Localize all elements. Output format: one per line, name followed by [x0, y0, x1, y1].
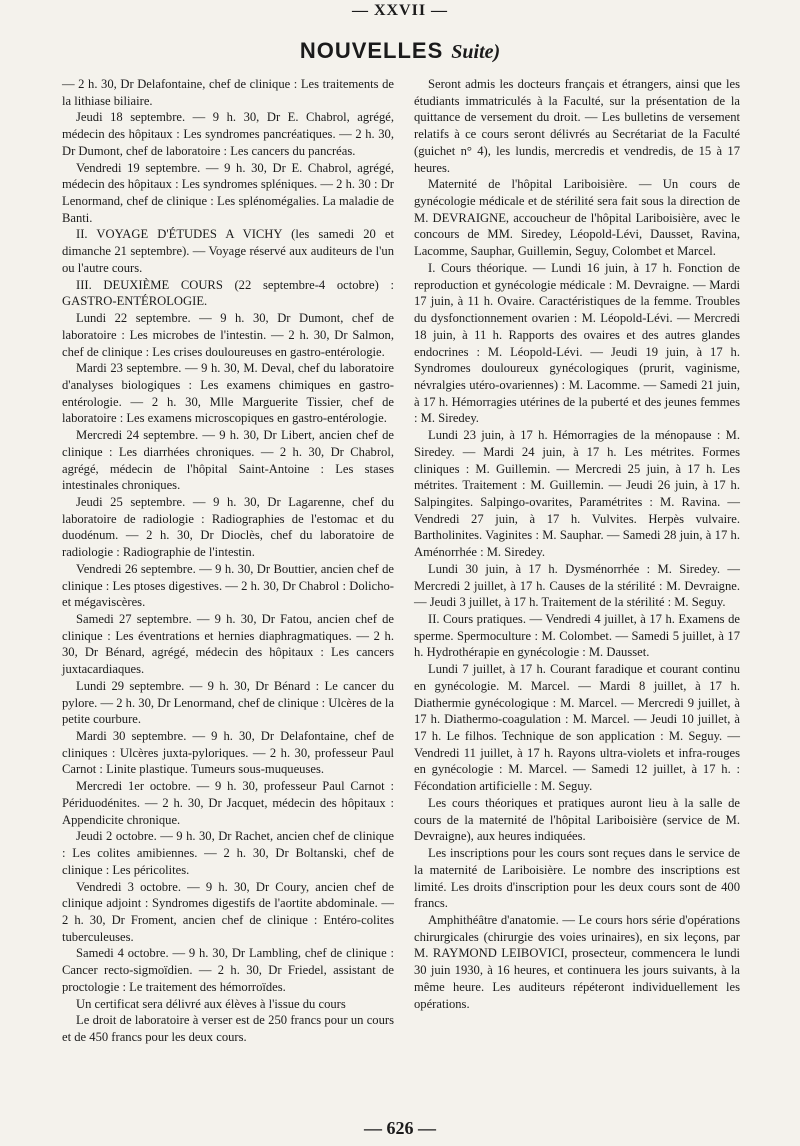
paragraph: Jeudi 25 septembre. — 9 h. 30, Dr Lagarenne, chef du laboratoire de radiologie : Radiographies de l'estomac et du duodénum. — 2 h. 30, Dr Dioclès, chef du laboratoire de radiologie : Radiographie de l'intestin.: [62, 494, 394, 560]
title-suite: Suite): [451, 41, 501, 63]
paragraph: II. Cours pratiques. — Vendredi 4 juillet, à 17 h. Examens de sperme. Spermoculture : M. Colombet. — Samedi 5 juillet, à 17 h. Hydrothérapie en gynécologie : M. Dausset.: [414, 612, 740, 660]
paragraph: Seront admis les docteurs français et étrangers, ainsi que les étudiants immatriculés à la Faculté, sur la présentation de la quittance de versement du droit. — Les bulletins de versement relatifs à ce cours seront délivrés au Secrétariat de la Faculté (guichet n° 4), les lundis, mercredis et vendredis, de 15 à 17 heures.: [414, 77, 740, 175]
paragraph: Vendredi 26 septembre. — 9 h. 30, Dr Bouttier, ancien chef de clinique : Les ptoses digestives. — 2 h. 30, Dr Chabrol : Dolicho- et mégaviscères.: [62, 561, 394, 610]
paragraph: Vendredi 19 septembre. — 9 h. 30, Dr E. Chabrol, agrégé, médecin des hôpitaux : Les syndromes spléniques. — 2 h. 30 : Dr Lenormand, chef de clinique : Les splénomégalies. La maladie de Banti.: [62, 160, 394, 225]
paragraph: Vendredi 3 octobre. — 9 h. 30, Dr Coury, ancien chef de clinique adjoint : Syndromes digestifs de l'aortite abdominale. — 2 h. 30, Dr Froment, ancien chef de clinique : Entéro-colites tuberculeuses.: [62, 879, 394, 944]
paragraph: Un certificat sera délivré aux élèves à l'issue du cours: [76, 996, 346, 1011]
paragraph: I. Cours théorique. — Lundi 16 juin, à 17 h. Fonction de reproduction et gynécologie médicale : M. Devraigne. — Mardi 17 juin, à 11 h. Ovaire. Caractéristiques de la femme. Troubles du dysfonctionnement ovarien : M. Léopold-Lévi. — Mercredi 18 juin, à 11 h. Rapports des ovaires et des autres glandes endocrines : M. Léopold-Lévi. — Jeudi 19 juin, à 17 h. Syndromes douloureux gynécologiques (prurit, vaginisme, névralgies utéro-ovariennes) : M. Lacomme. — Samedi 21 juin, à 17 h. Hémorragies utérines de la puberté et des jeunes femmes : M. Siredey.: [414, 260, 740, 426]
paragraph: Lundi 30 juin, à 17 h. Dysménorrhée : M. Siredey. — Mercredi 2 juillet, à 17 h. Causes de la stérilité : M. Devraigne. — Jeudi 3 juillet, à 17 h. Traitement de la stérilité : M. Seguy.: [414, 561, 740, 610]
paragraph: Lundi 23 juin, à 17 h. Hémorragies de la ménopause : M. Siredey. — Mardi 24 juin, à 17 h. Les métrites. Formes cliniques : M. Guillemin. — Mercredi 25 juin, à 17 h. Les métrites. Traitement : M. Guillemin. — Jeudi 26 juin, à 17 h. Salpingites. Salpingo-ovarites, Paramétrites : M. Ravina. — Vendredi 27 juin, à 17 h. Vulvites. Herpès vulvaire. Bartholinites. Vaginites : M. Sauphar. — Samedi 28 juin, à 17 h. Aménorrhée : M. Siredey.: [414, 428, 740, 560]
paragraph: Les inscriptions pour les cours sont reçues dans le service de la maternité de Lariboisière. Le nombre des inscriptions est limité. Les droits d'inscription pour les deux cours sont de 400 francs.: [414, 846, 740, 911]
paragraph: Les cours théoriques et pratiques auront lieu à la salle de cours de la maternité de l'hôpital Lariboisière (service de M. Devraigne), aux heures indiquées.: [414, 795, 740, 844]
paragraph: II. VOYAGE D'ÉTUDES A VICHY (les samedi 20 et dimanche 21 septembre). — Voyage réservé aux auditeurs de l'un ou l'autre cours.: [62, 227, 394, 275]
paragraph: Jeudi 18 septembre. — 9 h. 30, Dr E. Chabrol, agrégé, médecin des hôpitaux : Les syndromes pancréatiques. — 2 h. 30, Dr Dumont, chef de laboratoire : Les cancers du pancréas.: [62, 110, 394, 158]
section-numeral: — XXVII —: [351, 2, 449, 19]
paragraph: Le droit de laboratoire à verser est de 250 francs pour un cours et de 450 francs pour les deux cours.: [62, 1013, 394, 1044]
paragraph: Mercredi 24 septembre. — 9 h. 30, Dr Libert, ancien chef de clinique : Les diarrhées chroniques. — 2 h. 30, Dr Chabrol, agrégé, médecin de l'hôpital Saint-Antoine : Les stases intestinales chroniques.: [62, 428, 394, 493]
right-column: [414, 76, 740, 1012]
paragraph: Samedi 4 octobre. — 9 h. 30, Dr Lambling, chef de clinique : Cancer recto-sigmoïdien. — 2 h. 30, Dr Friedel, assistant de proctologie : Le traitement des hémorroïdes.: [62, 946, 394, 994]
page-title: [0, 38, 800, 67]
paragraph: — 2 h. 30, Dr Delafontaine, chef de clinique : Les traitements de la lithiase biliaire.: [62, 77, 394, 108]
paragraph: Maternité de l'hôpital Lariboisière. — Un cours de gynécologie médicale et de stérilité sera fait sous la direction de M. DEVRAIGNE, accoucheur de l'hôpital Lariboisière, avec le concours de MM. Siredey, Léopold-Lévi, Dausset, Ravina, Lacomme, Sauphar, Guillemin, Seguy, Colombet et Marcel.: [414, 177, 740, 259]
paragraph: Mardi 30 septembre. — 9 h. 30, Dr Delafontaine, chef de cliniques : Ulcères juxta-pyloriques. — 2 h. 30, professeur Paul Carnot : Linite plastique. Tumeurs sous-muqueuses.: [62, 729, 394, 777]
paragraph: Lundi 22 septembre. — 9 h. 30, Dr Dumont, chef de laboratoire : Les microbes de l'intestin. — 2 h. 30, Dr Salmon, chef de clinique : Les crises douloureuses en gastro-entérologie.: [62, 311, 394, 359]
paragraph: Lundi 7 juillet, à 17 h. Courant faradique et courant continu en gynécologie. M. Marcel. — Mardi 8 juillet, à 17 h. Diathermie gynécologique : M. Marcel. — Mercredi 9 juillet, à 17 h. Diathermo-coagulation : M. Marcel. — Jeudi 10 juillet, à 17 h. Le filhos. Technique de son application : M. Seguy. — Vendredi 11 juillet, à 17 h. Rayons ultra-violets et infra-rouges en gynécologie : M. Marcel. — Samedi 12 juillet, à 17 h. : Fécondation artificielle : M. Seguy.: [414, 662, 740, 794]
paragraph: Samedi 27 septembre. — 9 h. 30, Dr Fatou, ancien chef de clinique : Les éventrations et hernies diaphragmatiques. — 2 h. 30, Dr Bénard, agrégé, médecin des hôpitaux : Les cancers juxtacardiaques.: [62, 612, 394, 677]
paragraph: Mardi 23 septembre. — 9 h. 30, M. Deval, chef du laboratoire d'analyses biologiques : Les examens chimiques en gastro-entérologie. — 2 h. 30, Mlle Marguerite Tissier, chef de laboratoire : Les examens microscopiques en gastro-entérologie.: [62, 361, 394, 426]
paragraph: Jeudi 2 octobre. — 9 h. 30, Dr Rachet, ancien chef de clinique : Les colites amibiennes. — 2 h. 30, Dr Boltanski, chef de clinique : Les péricolites.: [62, 829, 394, 877]
paragraph: III. DEUXIÈME COURS (22 septembre-4 octobre) : GASTRO-ENTÉROLOGIE.: [62, 277, 394, 309]
paragraph: Mercredi 1er octobre. — 9 h. 30, professeur Paul Carnot : Périduodénites. — 2 h. 30, Dr Jacquet, médecin des hôpitaux : Appendicite chronique.: [62, 779, 394, 827]
page-number: — 626 —: [364, 1118, 436, 1138]
paragraph: Amphithéâtre d'anatomie. — Le cours hors série d'opérations chirurgicales (chirurgie des voies urinaires), en six leçons, par M. RAYMOND LEIBOVICI, prosecteur, commencera le lundi 30 juin 1930, à 16 heures, et continuera les jours suivants, à la même heure. Les auditeurs répéteront individuellement les opérations.: [414, 912, 740, 1011]
left-column: [62, 76, 394, 1046]
paragraph: Lundi 29 septembre. — 9 h. 30, Dr Bénard : Le cancer du pylore. — 2 h. 30, Dr Lenormand, chef de clinique : Ulcères de la petite courbure.: [62, 678, 394, 727]
title-main: NOUVELLES: [299, 38, 444, 63]
